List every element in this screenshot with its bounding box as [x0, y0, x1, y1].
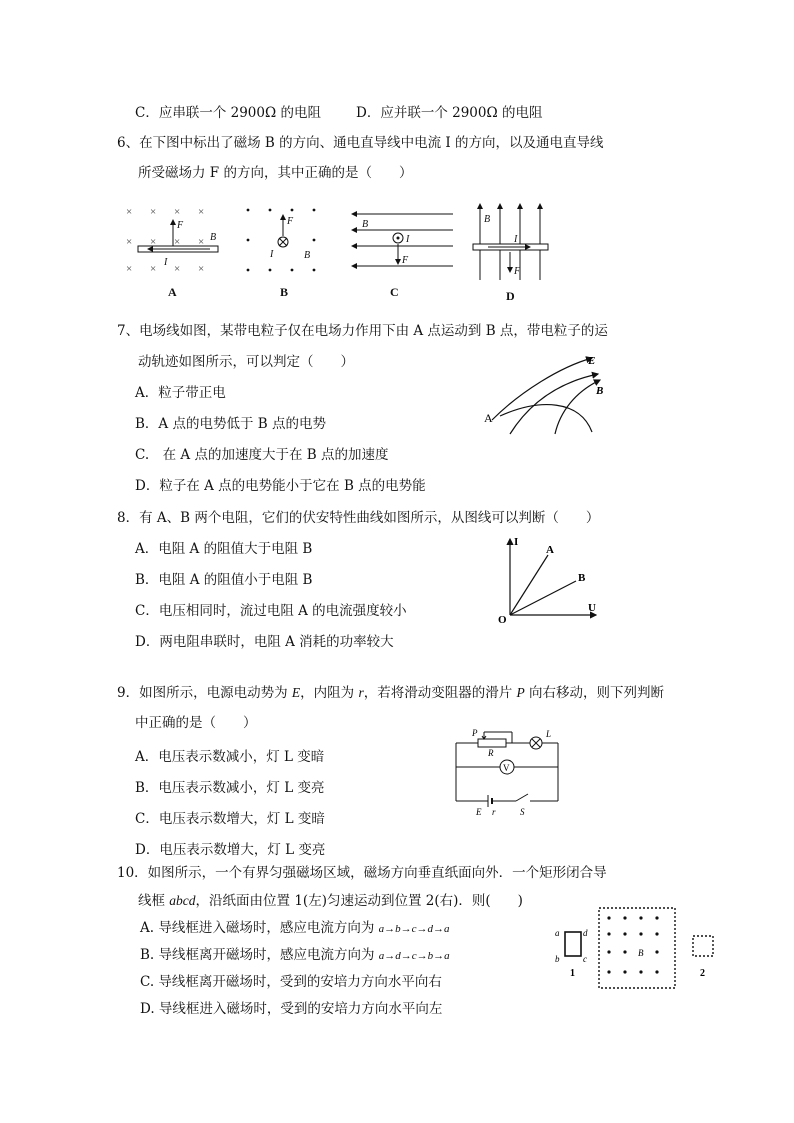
- q8-iv-graph: [496, 535, 606, 625]
- q10-stem-line2: [138, 892, 523, 910]
- svg-text:×: ×: [126, 263, 133, 275]
- q9-fig-e: E: [476, 807, 482, 817]
- q9-fig-r-label: R: [488, 748, 494, 758]
- svg-text:×: ×: [150, 236, 157, 248]
- q6-d-current-label: I: [514, 234, 518, 245]
- q9-circuit: [448, 727, 568, 817]
- q10-option-a-text: A. 导线框进入磁场时，感应电流方向为: [140, 920, 379, 936]
- q9-option-c: C．电压表示数增大，灯 L 变暗: [135, 811, 325, 827]
- q5-option-c: C．应串联一个 2900Ω 的电阻: [135, 105, 321, 121]
- q6-label-d: D: [506, 289, 515, 303]
- q9-stem-c: ，若将滑动变阻器的滑片: [363, 685, 517, 701]
- q6-label-b: B: [280, 285, 289, 299]
- q6-panel-b: [247, 209, 316, 299]
- q10-fig-a: a: [555, 928, 560, 938]
- q9-stem-line2: 中正确的是（ ）: [135, 715, 257, 731]
- q6-b-field-label: B: [304, 250, 311, 261]
- q7-option-c: C. 在 A 点的加速度大于在 B 点的加速度: [135, 447, 389, 463]
- q8-option-d: D．两电阻串联时，电阻 A 消耗的功率较大: [135, 634, 394, 650]
- q7-stem-line1: 7、电场线如图，某带电粒子仅在电场力作用下由 A 点运动到 B 点，带电粒子的运: [117, 323, 608, 339]
- q8-label-a: A: [546, 544, 554, 556]
- q6-panel-a: [126, 206, 218, 299]
- q7-option-d: D．粒子在 A 点的电势能小于它在 B 点的电势能: [135, 478, 426, 494]
- q10-option-a: [140, 919, 450, 938]
- q9-option-b: B．电压表示数减小，灯 L 变亮: [135, 780, 325, 796]
- q7-field-label-e: E: [588, 355, 596, 367]
- q9-emf-symbol: E: [291, 685, 301, 700]
- q6-figure: [118, 200, 558, 310]
- q10-option-b-seq: a→d→c→b→a: [378, 950, 450, 962]
- q8-axis-i: I: [514, 536, 519, 548]
- q10-option-d: D. 导线框进入磁场时，受到的安培力方向水平向左: [140, 1001, 443, 1017]
- q8-option-b: B．电阻 A 的阻值小于电阻 B: [135, 572, 313, 588]
- q6-b-force-label: F: [287, 216, 294, 227]
- q10-option-b: [140, 946, 450, 965]
- q9-stem-line1: [117, 684, 664, 702]
- q10-option-c: C. 导线框离开磁场时，受到的安培力方向水平向右: [140, 974, 442, 990]
- svg-text:×: ×: [126, 206, 133, 218]
- q9-voltmeter-v: V: [503, 763, 510, 773]
- q6-panel-c: [352, 214, 453, 299]
- q7-stem-line2: 动轨迹如图所示，可以判定（ ）: [138, 354, 354, 370]
- q10-fig-pos1: 1: [570, 968, 575, 979]
- q7-figure: [480, 352, 620, 442]
- svg-text:×: ×: [126, 236, 133, 248]
- svg-text:×: ×: [174, 263, 181, 275]
- q6-d-field-label: B: [484, 214, 491, 225]
- q7-point-a-label: A: [484, 411, 493, 425]
- q8-option-c: C．电压相同时，流过电阻 A 的电流强度较小: [135, 603, 407, 619]
- q6-a-force-label: F: [177, 220, 184, 231]
- q9-option-d: D．电压表示数增大，灯 L 变亮: [135, 842, 326, 858]
- q9-fig-s: S: [520, 807, 525, 817]
- svg-text:×: ×: [150, 263, 157, 275]
- q10-fig-field: B: [638, 948, 644, 958]
- q8-line-a: [510, 555, 548, 615]
- q10-abcd: abcd: [169, 893, 196, 908]
- q10-fig-d: d: [583, 928, 588, 938]
- q8-label-b: B: [578, 572, 586, 584]
- q10-figure: [553, 900, 733, 992]
- svg-text:×: ×: [198, 236, 205, 248]
- q10-stem-b: ，沿纸面由位置 1(左)匀速运动到位置 2(右)．则( ): [195, 893, 523, 909]
- q6-c-field-label: B: [362, 219, 369, 230]
- q10-stem-a: 线框: [138, 893, 170, 909]
- q9-p-symbol: P: [516, 685, 525, 700]
- q8-stem: 8．有 A、B 两个电阻，它们的伏安特性曲线如图所示，从图线可以判断（ ）: [117, 510, 600, 526]
- q6-stem-line1: 6、在下图中标出了磁场 B 的方向、通电直导线中电流 I 的方向，以及通电直导线: [117, 135, 604, 151]
- q7-option-b: B．A 点的电势低于 B 点的电势: [135, 416, 326, 432]
- q10-fig-c: c: [583, 954, 587, 964]
- q6-d-force-label: F: [514, 266, 521, 277]
- q9-stem-d: 向右移动，则下列判断: [524, 685, 665, 701]
- q5-option-d: D．应并联一个 2900Ω 的电阻: [356, 105, 543, 121]
- q10-option-b-text: B. 导线框离开磁场时，感应电流方向为: [140, 947, 379, 963]
- svg-text:×: ×: [174, 206, 181, 218]
- q6-a-field-label: B: [210, 232, 217, 243]
- q9-r-symbol: r: [358, 685, 364, 700]
- svg-text:×: ×: [174, 236, 181, 248]
- svg-text:×: ×: [150, 206, 157, 218]
- q6-stem-line2: 所受磁场力 F 的方向，其中正确的是（ ）: [138, 165, 413, 181]
- svg-text:×: ×: [198, 206, 205, 218]
- q6-label-c: C: [390, 285, 399, 299]
- q8-axis-u: U: [588, 602, 596, 614]
- q6-c-current-label: I: [406, 234, 410, 245]
- q6-label-a: A: [168, 285, 177, 299]
- q9-fig-r: r: [492, 807, 496, 817]
- q7-point-b-label: B: [596, 385, 604, 397]
- q10-stem-line1: 10．如图所示，一个有界匀强磁场区域，磁场方向垂直纸面向外．一个矩形闭合导: [117, 865, 607, 881]
- q6-b-current-label: I: [270, 249, 274, 260]
- q9-option-a: A．电压表示数减小，灯 L 变暗: [135, 749, 325, 765]
- q9-fig-p: P: [472, 728, 478, 738]
- q10-fig-pos2: 2: [700, 968, 705, 979]
- q8-origin: O: [498, 614, 507, 626]
- q6-c-force-label: F: [402, 255, 409, 266]
- q10-fig-b: b: [555, 954, 560, 964]
- q6-a-current-label: I: [164, 257, 168, 268]
- q9-stem-b: ，内阻为: [300, 685, 359, 701]
- q8-option-a: A．电阻 A 的阻值大于电阻 B: [135, 541, 313, 557]
- q7-option-a: A．粒子带正电: [135, 385, 226, 401]
- q9-stem-a: 9．如图所示，电源电动势为: [117, 685, 292, 701]
- q6-panel-d: [473, 204, 548, 303]
- svg-text:×: ×: [198, 263, 205, 275]
- q8-line-b: [510, 581, 576, 615]
- q10-option-a-seq: a→b→c→d→a: [378, 923, 450, 935]
- q9-fig-l: L: [546, 729, 552, 739]
